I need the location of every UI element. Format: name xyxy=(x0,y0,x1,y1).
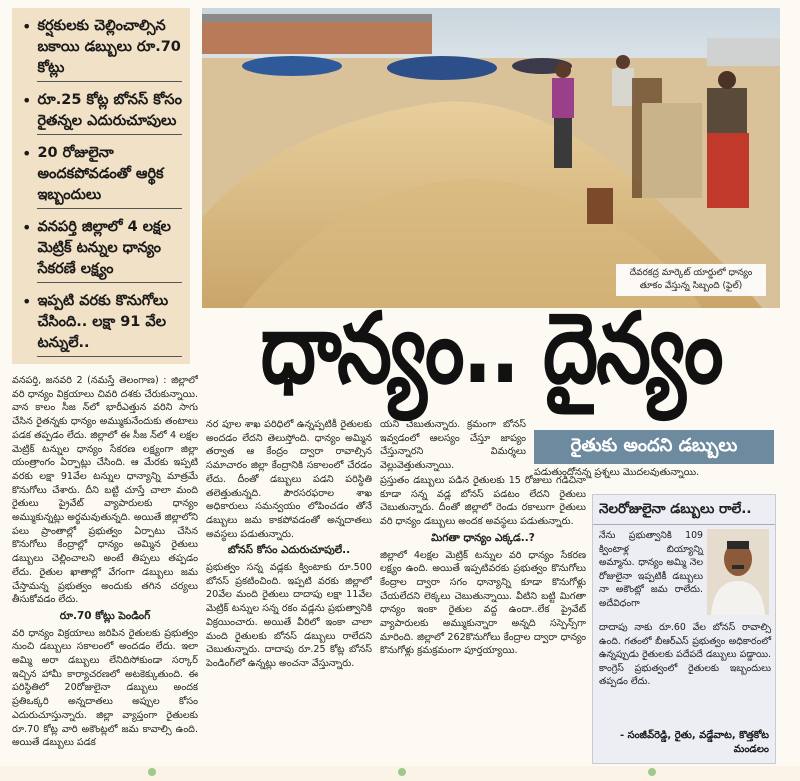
bullet-dot-icon: • xyxy=(22,17,32,36)
market-yard-photo xyxy=(202,8,780,308)
quote-box-title: నెలరోజులైనా డబ్బులు రాలే.. xyxy=(593,495,775,525)
subheadline: రైతుకు అందని డబ్బులు xyxy=(534,430,774,464)
highlight-text: రూ.25 కోట్ల బోనస్ కోసం రైతన్నల ఎదురుచూపులు xyxy=(37,90,182,135)
highlight-item xyxy=(22,217,182,283)
bullet-dot-icon: • xyxy=(22,218,32,237)
quote-signature: - సంజీవ్‌రెడ్డి, రైతు, వడ్డేవాట, కొత్తకోట మండలం xyxy=(619,730,769,755)
photo-caption: దేవరకద్ర మార్కెట్ యార్డులో ధాన్యం తూకం వేస్తున్న సిబ్బంది (ఫైల్) xyxy=(616,264,766,296)
highlight-item xyxy=(22,143,182,209)
article-paragraph: ప్రభుత్వం సన్న వడ్లకు క్వింటాకు రూ.500 బోనస్ ప్రకటించింది. ఇప్పటి వరకు జిల్లాలో 20వేల మంది రైతులు దాదాపు లక్షా 11వేల మెట్రిక్ టన్నుల సన్న రకం వడ్లను ప్రభుత్వానికి విక్రయించారు. అయితే వీరిలో ఇంకా చాలా మంది రైతులకు బోనస్ డబ్బులు రాలేదని చెబుతున్నారు. దాదాపు రూ.25 కోట్ల బోనస్ పెండింగ్‌లో ఉన్నట్లు అంచనా వేస్తున్నారు. xyxy=(206,562,372,669)
quote-text: నేను ప్రభుత్వానికి 109 క్వింటాళ్ల బియ్యాన్ని అమ్మాను. ధాన్యం అమ్మి నెల రోజులైనా ఇప్పటికీ డబ్బులు నా అకౌంట్లో జమ రాలేదు. అదేవిధంగా xyxy=(599,530,703,609)
farmer-quote-box xyxy=(592,494,776,764)
decorative-dot-icon xyxy=(398,768,406,776)
headline xyxy=(202,292,780,416)
article-column-4 xyxy=(534,466,774,488)
quote-text: దాదాపు నాకు రూ.60 వేల బోనస్ రావాల్సి ఉంది. గతంలో బీఆర్ఎస్ ప్రభుత్వం అధికారంలో ఉన్నప్పుడు రైతులకు పదేపదే డబ్బులు పడ్డాయి. కాంగ్రెస్ ప్రభుత్వంలో రైతులకు ఇబ్బందులు తప్పడం లేదు. xyxy=(599,622,771,687)
highlight-item xyxy=(22,291,182,357)
highlight-text: వనపర్తి జిల్లాలో 4 లక్షల మెట్రిక్ టన్నుల ధాన్యం సేకరణే లక్ష్యం xyxy=(37,217,182,283)
section-subheading: మిగతా ధాన్యం ఎక్కడ..? xyxy=(431,531,535,544)
section-subheading: రూ.70 కోట్లు పెండింగ్ xyxy=(59,609,151,622)
highlight-item xyxy=(22,16,182,82)
highlight-item xyxy=(22,90,182,135)
article-column-2 xyxy=(206,418,372,762)
highlight-text: ఇప్పటి వరకు కొనుగోలు చేసింది.. లక్షా 91 వేల టన్నులే.. xyxy=(37,291,182,357)
article-column-1 xyxy=(12,374,198,762)
article-paragraph: ప్రస్తుతం డబ్బులు పడిన రైతులకు 15 రోజులు గడిచినా కూడా సన్న వడ్ల బోనస్ పడటం లేదని రైతులు చెబుతున్నారు. దీంతో జిల్లాలో రెండు రకాలుగా రైతులు వరి ధాన్యం డబ్బులు అందక అవస్థలు పడుతున్నారు. xyxy=(380,475,586,528)
article-paragraph: పడుతుందోనన్న ప్రశ్నలు మొదలవుతున్నాయి. xyxy=(534,467,700,478)
decorative-dot-icon xyxy=(648,768,656,776)
highlights-box xyxy=(12,8,190,364)
highlight-text: కర్షకులకు చెల్లించాల్సిన బకాయి డబ్బులు రూ.70 కోట్లు xyxy=(37,16,182,82)
decorative-dot-icon xyxy=(148,768,156,776)
bullet-dot-icon: • xyxy=(22,144,32,163)
article-column-3-top xyxy=(380,418,526,474)
article-column-3 xyxy=(380,474,586,764)
article-paragraph: యని చెబుతున్నారు. క్రమంగా బోనస్ ఇవ్వడంలో ఆలస్యం చేస్తూ జాప్యం చేస్తున్నారని విమర్శలు వెల్లువెత్తుతున్నాయి. xyxy=(380,419,526,472)
bullet-dot-icon: • xyxy=(22,292,32,311)
farmer-photo-icon xyxy=(707,529,769,615)
headline-text: ధాన్యం.. దైన్యం xyxy=(260,292,722,406)
grain-heap-illustration xyxy=(202,8,780,308)
article-paragraph: వనపర్తి, జనవరి 2 (నమస్తే తెలంగాణ) : జిల్లాలో వరి ధాన్యం విక్రయాలు చివరి దశకు చేరుకున్నాయి. వాన కాలం సీజ న్‌లో భారీఎత్తున వరిని సాగు చేసిన రైతన్నకు ధాన్యం అమ్ముకునేందుకు తంటాలు పడక తప్పడం లేదు. జిల్లాలో ఈ సీజ న్‌లో 4 లక్షల మెట్రిక్ టన్నుల ధాన్యం సేకరణ లక్ష్యంగా జిల్లా యంత్రాంగం ఏర్పాట్లు చేసింది. ఆ మేరకు ఇప్పటి వరకు లక్షా 91వేల టన్నుల ధాన్యాన్ని మాత్రమే కొనుగోలు చేశారు. దీని బట్టి చూస్తే చాలా మంది రైతులు ప్రైవేట్ వ్యాపారులకు ధాన్యం అమ్ముకున్నట్లు అర్థమవుతున్నది. అయితే జిల్లాలోని పలు ప్రాంతాల్లో ప్రభుత్వం ఏర్పాటు చేసిన కొనుగోలు కేంద్రాల్లో ధాన్యం అమ్మిన రైతులు డబ్బులు చెల్లించాలని అంటే తిప్పలు తప్పడం లేదు. రైతుల ఖాతాల్లో వేగంగా డబ్బులు జమ చేస్తామన్న ప్రభుత్వం అందుకు తగిన చర్యలు తీసుకోవడం లేదు. xyxy=(12,375,198,606)
section-subheading: బోనస్ కోసం ఎదురుచూపులే.. xyxy=(227,544,351,557)
farmer-portrait xyxy=(707,529,769,615)
article-paragraph: వరి ధాన్యం విక్రయాలు జరిపిన రైతులకు ప్రభుత్వం నుంచి డబ్బులు సకాలంలో అందడం లేదు. ఇలా అమ్మి అరా డబ్బులు లేనిదిసోకుండా సర్కార్ ఇచ్చిన హామీ కార్యాచరణలో అటకెక్కుతుంది. ఈ పరిస్థితిలో 20రోజులైనా డబ్బులు అందక ప్రతిఒక్కరి అన్నదాతలు అప్పుల కోసం ఎదురుచూస్తున్నారు. జిల్లా వ్యాప్తంగా రైతులకు రూ.70 కోట్ల వారి అకౌంట్లలో జమ కావాల్సి ఉంది. అయితే డబ్బులు పడక xyxy=(12,627,198,749)
article-paragraph: జిల్లాలో 4లక్షల మెట్రిక్ టన్నుల వరి ధాన్యం సేకరణ లక్ష్యం ఉంది. అయితే ఇప్పటివరకు ప్రభుత్వం కొనుగోలు కేంద్రాల ద్వారా సగం ధాన్యాన్ని కూడా కొనుగోళ్లు చేయలేదని లెక్కలు చెబుతున్నాయి. వీటిని బట్టి మిగతా ధాన్యం ఇంకా రైతుల వద్ద ఉందా..లేక ప్రైవేట్ వ్యాపారులకు అమ్ముకున్నారా అన్నది సస్పెన్స్‌గా మారింది. జిల్లాలో 262కొనుగోలు కేంద్రాల ద్వారా ధాన్యం కొనుగోళ్లు క్రమక్రమంగా పూర్తయ్యాయి. xyxy=(380,549,586,657)
highlight-text: 20 రోజులైనా అందకపోవడంతో ఆర్థిక ఇబ్బందులు xyxy=(37,143,182,209)
article-paragraph: నర పూల శాఖ పరిధిలో ఉన్నప్పటికీ రైతులకు అందడం లేదని తెలుస్తోంది. ధాన్యం అమ్మిన తర్వాత ఆ కేంద్రం ద్వారా రావాల్సిన సమాచారం జిల్లా కేంద్రానికి సకాలంలో చేరడం లేదు. దీంతో డబ్బులు పడని పరిస్థితి తలెత్తుతున్నది. పౌరసరఫరాల శాఖ అధికారులు సమన్వయం లోపించడం తోనే డబ్బులు జమ కాకపోవడంతో అన్నదాతలు అవస్థలు పడుతున్నారు. xyxy=(206,419,372,540)
bullet-dot-icon: • xyxy=(22,91,32,110)
